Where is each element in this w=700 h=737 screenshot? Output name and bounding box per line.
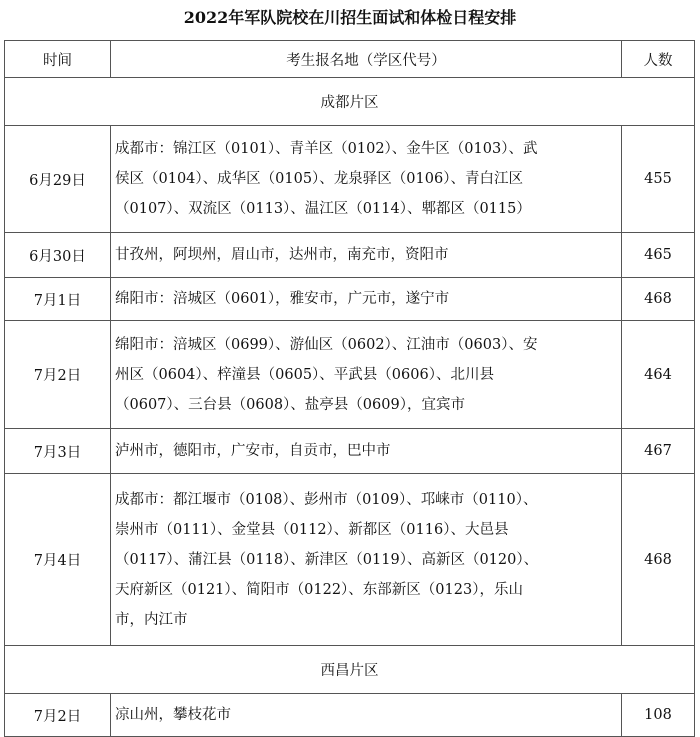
- table-header-row: [5, 41, 695, 78]
- location-cell: [111, 429, 622, 474]
- count-cell: 455: [622, 126, 695, 233]
- location-cell: [111, 126, 622, 233]
- header-count: 人数: [622, 41, 695, 78]
- location-line: 泸州市，德阳市，广安市，自贡市，巴中市: [115, 443, 391, 459]
- location-line: 侯区（0104）、成华区（0105）、龙泉驿区（0106）、青白江区: [115, 171, 523, 187]
- date-cell: 7月2日: [5, 321, 111, 429]
- header-time: 时间: [5, 41, 111, 78]
- region-name: 西昌片区: [5, 646, 695, 694]
- count-cell: 465: [622, 233, 695, 278]
- location-line: 成都市：锦江区（0101）、青羊区（0102）、金牛区（0103）、武: [115, 141, 538, 157]
- date-cell: 6月29日: [5, 126, 111, 233]
- count-cell: 468: [622, 474, 695, 646]
- header-location: 考生报名地（学区代号）: [111, 41, 622, 78]
- table-row: [5, 278, 695, 321]
- location-line: （0117）、蒲江县（0118）、新津区（0119）、高新区（0120）、: [115, 551, 539, 568]
- region-row: [5, 646, 695, 694]
- count-cell: 108: [622, 694, 695, 737]
- date-cell: 7月4日: [5, 474, 111, 646]
- location-cell: [111, 694, 622, 737]
- location-line: 成都市：都江堰市（0108）、彭州市（0109）、邛崃市（0110）、: [115, 491, 538, 508]
- location-line: 绵阳市：涪城区（0601），雅安市，广元市，遂宁市: [115, 291, 450, 307]
- table-row: [5, 429, 695, 474]
- date-cell: 7月1日: [5, 278, 111, 321]
- count-cell: 467: [622, 429, 695, 474]
- table-row: [5, 233, 695, 278]
- location-cell: [111, 474, 622, 646]
- page-title: 2022年军队院校在川招生面试和体检日程安排: [183, 8, 517, 27]
- count-cell: 468: [622, 278, 695, 321]
- date-cell: 7月2日: [5, 694, 111, 737]
- date-cell: 6月30日: [5, 233, 111, 278]
- location-line: 凉山州，攀枝花市: [115, 707, 231, 723]
- location-line: 绵阳市：涪城区（0699）、游仙区（0602）、江油市（0603）、安: [115, 336, 538, 353]
- region-name: 成都片区: [5, 78, 695, 126]
- location-cell: [111, 233, 622, 278]
- date-cell: 7月3日: [5, 429, 111, 474]
- schedule-table: [4, 40, 695, 737]
- region-row: [5, 78, 695, 126]
- table-row: [5, 321, 695, 429]
- location-cell: [111, 321, 622, 429]
- table-row: [5, 474, 695, 646]
- location-line: 甘孜州，阿坝州，眉山市，达州市，南充市，资阳市: [115, 247, 449, 263]
- location-line: 市，内江市: [115, 611, 188, 628]
- location-line: （0107）、双流区（0113）、温江区（0114）、郫都区（0115）: [115, 201, 531, 217]
- count-cell: 464: [622, 321, 695, 429]
- table-row: [5, 694, 695, 737]
- location-line: （0607）、三台县（0608）、盐亭县（0609），宜宾市: [115, 396, 465, 413]
- location-line: 崇州市（0111）、金堂县（0112）、新都区（0116）、大邑县: [115, 521, 509, 538]
- location-cell: [111, 278, 622, 321]
- location-line: 州区（0604）、梓潼县（0605）、平武县（0606）、北川县: [115, 366, 494, 383]
- location-line: 天府新区（0121）、简阳市（0122）、东部新区（0123），乐山: [115, 581, 523, 598]
- table-row: [5, 126, 695, 233]
